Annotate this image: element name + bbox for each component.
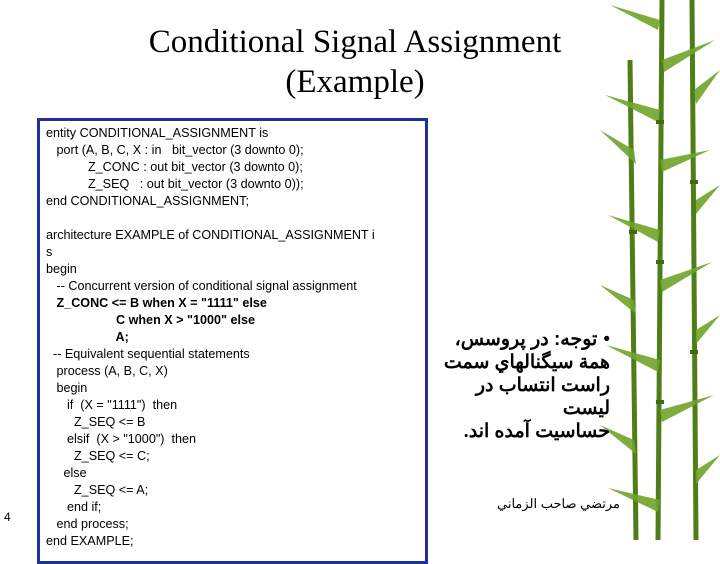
code-line: entity CONDITIONAL_ASSIGNMENT is [46, 126, 269, 140]
code-line: C when X > "1000" else [46, 313, 255, 327]
slide-number: 4 [4, 510, 11, 524]
code-line: Z_SEQ <= C; [46, 449, 150, 463]
code-line: Z_SEQ : out bit_vector (3 downto 0)); [46, 177, 304, 191]
code-line: -- Concurrent version of conditional signal assignment [46, 279, 357, 293]
code-line: begin [46, 381, 88, 395]
note-line: حساسيت آمده اند. [463, 421, 610, 442]
note-line: همة سيگنالهاي سمت [443, 352, 610, 373]
code-line: port (A, B, C, X : in bit_vector (3 downto 0); [46, 143, 304, 157]
code-line: end if; [46, 500, 102, 514]
code-line: if (X = "1111") then [46, 398, 178, 412]
bullet-icon: • [603, 329, 610, 350]
code-line: elsif (X > "1000") then [46, 432, 196, 446]
note-line [432, 328, 610, 351]
code-line: Z_CONC : out bit_vector (3 downto 0); [46, 160, 303, 174]
code-line: else [46, 466, 87, 480]
title-line-1: Conditional Signal Assignment [148, 24, 562, 60]
note-text: توجه: در پروسس، [454, 329, 598, 350]
author-name: مرتضي صاحب الزماني [496, 496, 620, 511]
note-line: راست انتساب در ليست [475, 375, 610, 419]
code-line: begin [46, 262, 77, 276]
code-line: -- Equivalent sequential statements [46, 347, 250, 361]
code-line: end CONDITIONAL_ASSIGNMENT; [46, 194, 249, 208]
code-line: process (A, B, C, X) [46, 364, 168, 378]
persian-note [432, 328, 610, 443]
code-line: end process; [46, 517, 129, 531]
code-line: A; [46, 330, 129, 344]
slide-title [60, 22, 650, 102]
code-line: Z_SEQ <= B [46, 415, 146, 429]
code-line: architecture EXAMPLE of CONDITIONAL_ASSIGNMENT i [46, 228, 375, 242]
code-box [37, 118, 428, 564]
code-line: Z_CONC <= B when X = "1111" else [46, 296, 267, 310]
code-line: Z_SEQ <= A; [46, 483, 149, 497]
code-line: s [46, 245, 53, 259]
code-line: end EXAMPLE; [46, 534, 134, 548]
title-line-2: (Example) [285, 64, 425, 100]
